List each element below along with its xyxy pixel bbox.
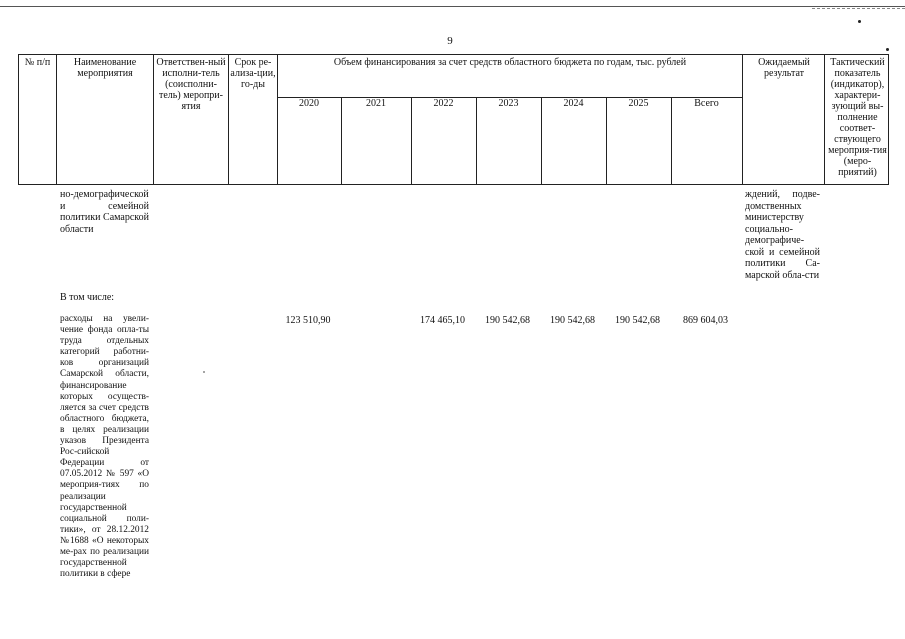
value-2022: 174 465,10: [420, 315, 465, 326]
item-name-cell: расходы на увели-чение фонда опла-ты труда отдельных категорий работни-ков организаций Самарской области, финансирование которых осуществ-ляется за счет средств областного бюджета, в целях реализации указов Президента Рос-сийской Федерации от 07.05.2012 № 597 «О мероприя-тиях по реализации государственной социальной поли-тики», от 28.12.2012 №1688 «О некоторых ме-рах по реализации государственной политики в сфере: [60, 314, 149, 580]
value-2025: 190 542,68: [615, 315, 660, 326]
header-executor: Ответствен-ный исполни-тель (соисполни-тель) меропри-ятия: [156, 57, 226, 112]
header-name: Наименование мероприятия: [73, 57, 137, 79]
scan-dot: [858, 20, 861, 23]
header-indicator: Тактический показатель (индикатор), характери-зующий вы-полнение соответ-ствующего мероприя-тия (меро-приятий): [828, 57, 887, 178]
subheading-in-total: В том числе:: [60, 292, 115, 303]
header-num: № п/п: [24, 57, 51, 68]
continued-result-cell: ждений, подве-домственных министерству социально-демографиче-ской и семейной политики Са-марской обла-сти: [745, 189, 820, 281]
continued-name-cell: но-демографической и семейной политики Самарской области: [60, 189, 149, 235]
header-year-2024: 2024: [563, 98, 584, 109]
header-result: Ожидаемый результат: [758, 57, 810, 79]
header-year-2022: 2022: [433, 98, 454, 109]
value-2020: 123 510,90: [285, 315, 331, 326]
header-funding: Объем финансирования за счет средств областного бюджета по годам, тыс. рублей: [333, 57, 687, 68]
header-year-2023: 2023: [498, 98, 519, 109]
top-border-line: [0, 6, 905, 7]
value-2024: 190 542,68: [550, 315, 595, 326]
value-total: 869 604,03: [683, 315, 728, 326]
value-2023: 190 542,68: [485, 315, 530, 326]
table-header: [18, 54, 889, 185]
header-year-2020: 2020: [299, 98, 319, 109]
top-dashed-line: [812, 8, 905, 9]
scan-dot: [203, 371, 205, 373]
header-total: Всего: [694, 98, 719, 109]
header-year-2021: 2021: [366, 98, 386, 109]
header-term: Срок ре-ализа-ции, го-ды: [230, 57, 276, 90]
scan-dot: [886, 48, 889, 51]
header-year-2025: 2025: [628, 98, 649, 109]
page-number: 9: [447, 35, 453, 47]
